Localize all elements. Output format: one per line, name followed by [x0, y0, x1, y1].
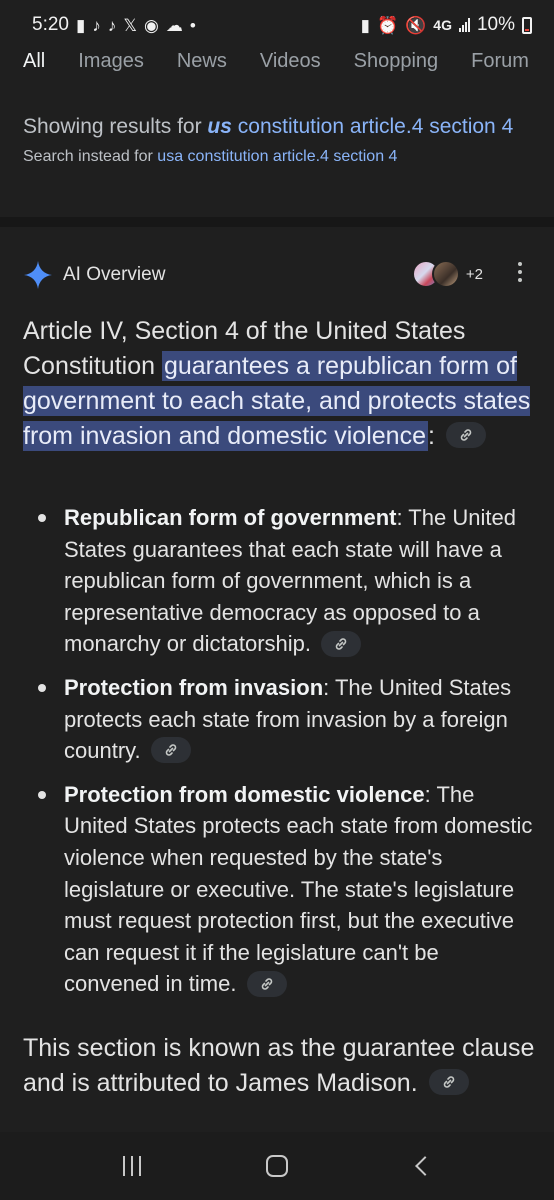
bullet-text: : The United States guarantees that each state will have a republican form of government, which is a representative democracy as opposed to a monarchy or dictatorship.: [64, 505, 516, 657]
cloud-icon: ☁: [165, 15, 183, 35]
tiktok-icon: ♪: [92, 15, 101, 35]
facebook-icon: ◉: [144, 15, 159, 35]
status-time: 5:20: [32, 14, 69, 35]
battery-icon: [522, 17, 532, 34]
link-icon: [441, 1074, 457, 1090]
battery-percent: 10%: [476, 14, 515, 35]
status-left: [32, 14, 196, 36]
status-right: [361, 14, 532, 36]
list-item: [38, 779, 533, 1000]
showing-results-line: [23, 112, 531, 142]
spell-correction: [0, 90, 554, 227]
list-item: [38, 502, 533, 660]
dot-icon: •: [189, 15, 196, 35]
system-nav-bar: [0, 1132, 554, 1200]
ai-overview-header: [23, 258, 533, 292]
ai-overview-closing: [23, 1031, 538, 1101]
bullet-text: : The United States protects each state from domestic violence when requested by the state's legislature or executive. The state's legislature must request protection first, but the executive can request it if the legislature can't be convened in time.: [64, 781, 533, 997]
bullet-text: : The United States protects each state from invasion by a foreign country.: [64, 674, 512, 764]
tab-all[interactable]: All: [23, 49, 46, 72]
source-avatars[interactable]: [412, 260, 483, 288]
original-query-link[interactable]: usa constitution article.4 section 4: [157, 148, 398, 165]
citation-link-button[interactable]: [429, 1069, 469, 1095]
summary-highlight: guarantees a republican form of government to each state, and protects states from invasion and domestic violence: [23, 352, 531, 450]
summary-lead: Article IV, Section 4 of the United States Constitution: [23, 317, 466, 380]
citation-link-button[interactable]: [446, 422, 486, 448]
ai-overview-summary: [23, 314, 538, 454]
summary-tail: :: [427, 422, 435, 450]
search-tabs: [0, 40, 554, 82]
signal-icon: [459, 18, 470, 32]
recents-button[interactable]: [102, 1146, 162, 1186]
citation-link-button[interactable]: [321, 631, 361, 657]
tab-news[interactable]: News: [176, 49, 227, 72]
showing-results-prefix: Showing results for: [23, 115, 208, 138]
corrected-query-rest: constitution article.4 section 4: [231, 115, 514, 138]
sparkle-icon: [23, 260, 53, 290]
alert-icon: ▮: [75, 15, 86, 35]
alarm-icon: ⏰: [376, 15, 399, 35]
corrected-query-bold: us: [207, 115, 232, 138]
closing-text: This section is known as the guarantee clause and is attributed to James Madison.: [23, 1034, 535, 1097]
citation-link-button[interactable]: [247, 971, 287, 997]
search-instead-prefix: Search instead for: [23, 148, 158, 165]
bullet-term: Republican form of government: [64, 505, 397, 530]
link-icon: [163, 742, 179, 758]
avatar-count: +2: [465, 265, 483, 283]
mute-icon: 🔇: [405, 15, 427, 35]
link-icon: [333, 636, 349, 652]
tab-shopping[interactable]: Shopping: [353, 49, 439, 72]
link-icon: [458, 427, 474, 443]
citation-link-button[interactable]: [151, 737, 191, 763]
x-icon: 𝕏: [123, 15, 138, 35]
home-button[interactable]: [247, 1146, 307, 1186]
back-button[interactable]: [392, 1146, 452, 1186]
more-options-icon[interactable]: [513, 262, 527, 282]
corrected-query-link[interactable]: [207, 115, 513, 138]
bullet-term: Protection from invasion: [64, 674, 324, 700]
search-instead-line: [23, 148, 531, 166]
tab-videos[interactable]: Videos: [259, 49, 321, 72]
tiktok-icon: ♪: [107, 15, 117, 35]
avatar: [432, 260, 460, 288]
link-icon: [259, 976, 275, 992]
home-icon: [266, 1155, 288, 1177]
bullet-term: Protection from domestic violence: [64, 781, 425, 807]
network-label: 4G: [433, 17, 452, 33]
tab-images[interactable]: Images: [78, 49, 144, 72]
battery-saver-icon: ▮: [360, 15, 370, 35]
ai-overview-bullets: [38, 502, 533, 1012]
tab-forum[interactable]: Forum: [471, 49, 529, 72]
recents-icon: [123, 1156, 141, 1176]
back-icon: [415, 1156, 435, 1176]
list-item: [38, 672, 533, 767]
ai-overview-title: AI Overview: [63, 264, 166, 285]
